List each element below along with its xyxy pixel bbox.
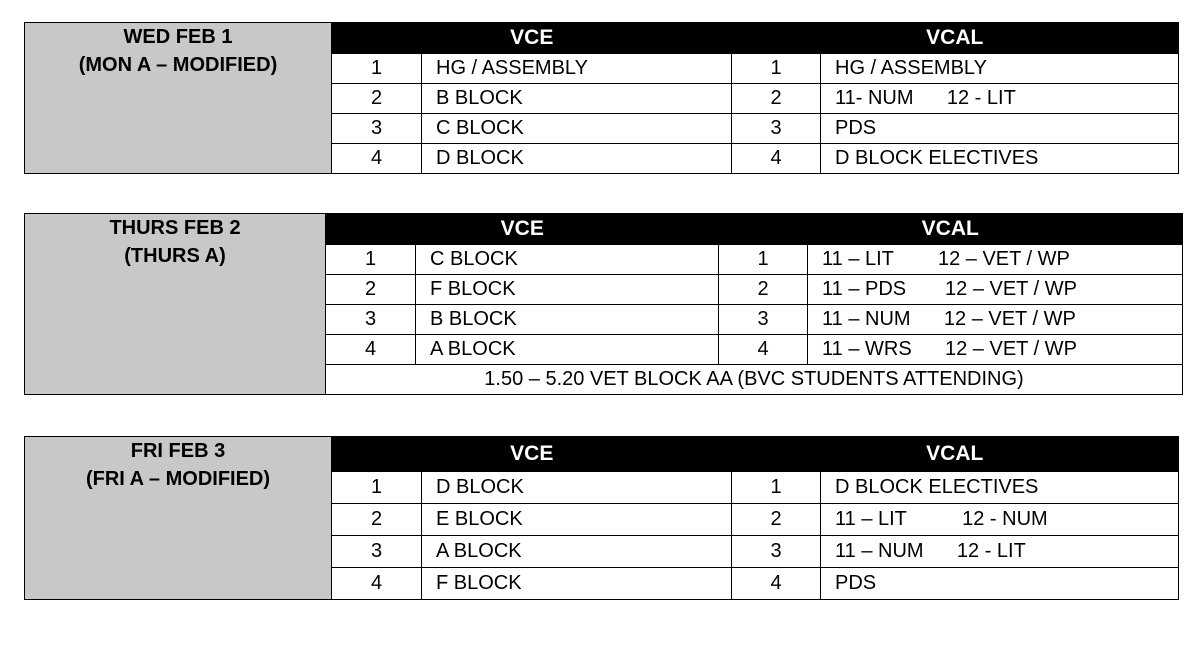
vce-period-number: 2 bbox=[332, 504, 422, 536]
vcal-class: HG / ASSEMBLY bbox=[821, 54, 1179, 84]
vcal-class: D BLOCK ELECTIVES bbox=[821, 472, 1179, 504]
vce-period-number: 4 bbox=[332, 568, 422, 600]
schedule-table-wed bbox=[24, 22, 1179, 174]
vcal-period-number: 4 bbox=[719, 335, 808, 365]
vce-class: D BLOCK bbox=[422, 144, 732, 174]
vce-period-number: 2 bbox=[326, 275, 416, 305]
vcal-class: D BLOCK ELECTIVES bbox=[821, 144, 1179, 174]
day-title: THURS FEB 2 bbox=[109, 217, 241, 239]
vcal-class: 11 – NUM 12 - LIT bbox=[821, 536, 1179, 568]
vcal-class: PDS bbox=[821, 568, 1179, 600]
vce-class: D BLOCK bbox=[422, 472, 732, 504]
vce-class: E BLOCK bbox=[422, 504, 732, 536]
vcal-class: 11 – WRS 12 – VET / WP bbox=[808, 335, 1183, 365]
vcal-class: PDS bbox=[821, 114, 1179, 144]
vce-header: VCE bbox=[332, 23, 732, 54]
vcal-header: VCAL bbox=[732, 23, 1179, 54]
vce-period-number: 3 bbox=[332, 536, 422, 568]
vce-period-number: 4 bbox=[326, 335, 416, 365]
vce-period-number: 3 bbox=[332, 114, 422, 144]
vce-class: C BLOCK bbox=[416, 245, 719, 275]
day-schedule: (FRI A – MODIFIED) bbox=[85, 468, 271, 490]
vcal-class: 11 – LIT 12 – VET / WP bbox=[808, 245, 1183, 275]
vcal-period-number: 1 bbox=[732, 54, 821, 84]
day-label-cell bbox=[25, 23, 332, 174]
vcal-header: VCAL bbox=[732, 437, 1179, 472]
vcal-class: 11 – LIT 12 - NUM bbox=[821, 504, 1179, 536]
vcal-period-number: 3 bbox=[732, 536, 821, 568]
vcal-period-number: 4 bbox=[732, 144, 821, 174]
vcal-period-number: 4 bbox=[732, 568, 821, 600]
vcal-class: 11 – NUM 12 – VET / WP bbox=[808, 305, 1183, 335]
vce-period-number: 1 bbox=[326, 245, 416, 275]
vce-class: HG / ASSEMBLY bbox=[422, 54, 732, 84]
vce-period-number: 1 bbox=[332, 54, 422, 84]
vce-period-number: 1 bbox=[332, 472, 422, 504]
day-schedule: (MON A – MODIFIED) bbox=[78, 54, 278, 76]
vcal-period-number: 2 bbox=[719, 275, 808, 305]
vce-class: F BLOCK bbox=[422, 568, 732, 600]
schedule-table-thurs bbox=[24, 213, 1183, 395]
vet-block-note: 1.50 – 5.20 VET BLOCK AA (BVC STUDENTS ATTENDING) bbox=[326, 365, 1183, 395]
day-title: WED FEB 1 bbox=[123, 26, 233, 48]
vce-class: A BLOCK bbox=[416, 335, 719, 365]
day-title: FRI FEB 3 bbox=[130, 440, 226, 462]
vce-period-number: 3 bbox=[326, 305, 416, 335]
schedule-table-fri bbox=[24, 436, 1179, 600]
vcal-period-number: 2 bbox=[732, 84, 821, 114]
vce-header: VCE bbox=[332, 437, 732, 472]
vce-period-number: 4 bbox=[332, 144, 422, 174]
vcal-header: VCAL bbox=[719, 214, 1183, 245]
day-label-cell bbox=[25, 437, 332, 600]
vce-class: A BLOCK bbox=[422, 536, 732, 568]
vcal-class: 11- NUM 12 - LIT bbox=[821, 84, 1179, 114]
vcal-class: 11 – PDS 12 – VET / WP bbox=[808, 275, 1183, 305]
day-label-cell bbox=[25, 214, 326, 395]
vce-header: VCE bbox=[326, 214, 719, 245]
vcal-period-number: 2 bbox=[732, 504, 821, 536]
vce-class: C BLOCK bbox=[422, 114, 732, 144]
vce-class: B BLOCK bbox=[422, 84, 732, 114]
vcal-period-number: 3 bbox=[732, 114, 821, 144]
vcal-period-number: 1 bbox=[719, 245, 808, 275]
vce-class: B BLOCK bbox=[416, 305, 719, 335]
vce-class: F BLOCK bbox=[416, 275, 719, 305]
vcal-period-number: 3 bbox=[719, 305, 808, 335]
vcal-period-number: 1 bbox=[732, 472, 821, 504]
day-schedule: (THURS A) bbox=[124, 245, 226, 267]
vce-period-number: 2 bbox=[332, 84, 422, 114]
